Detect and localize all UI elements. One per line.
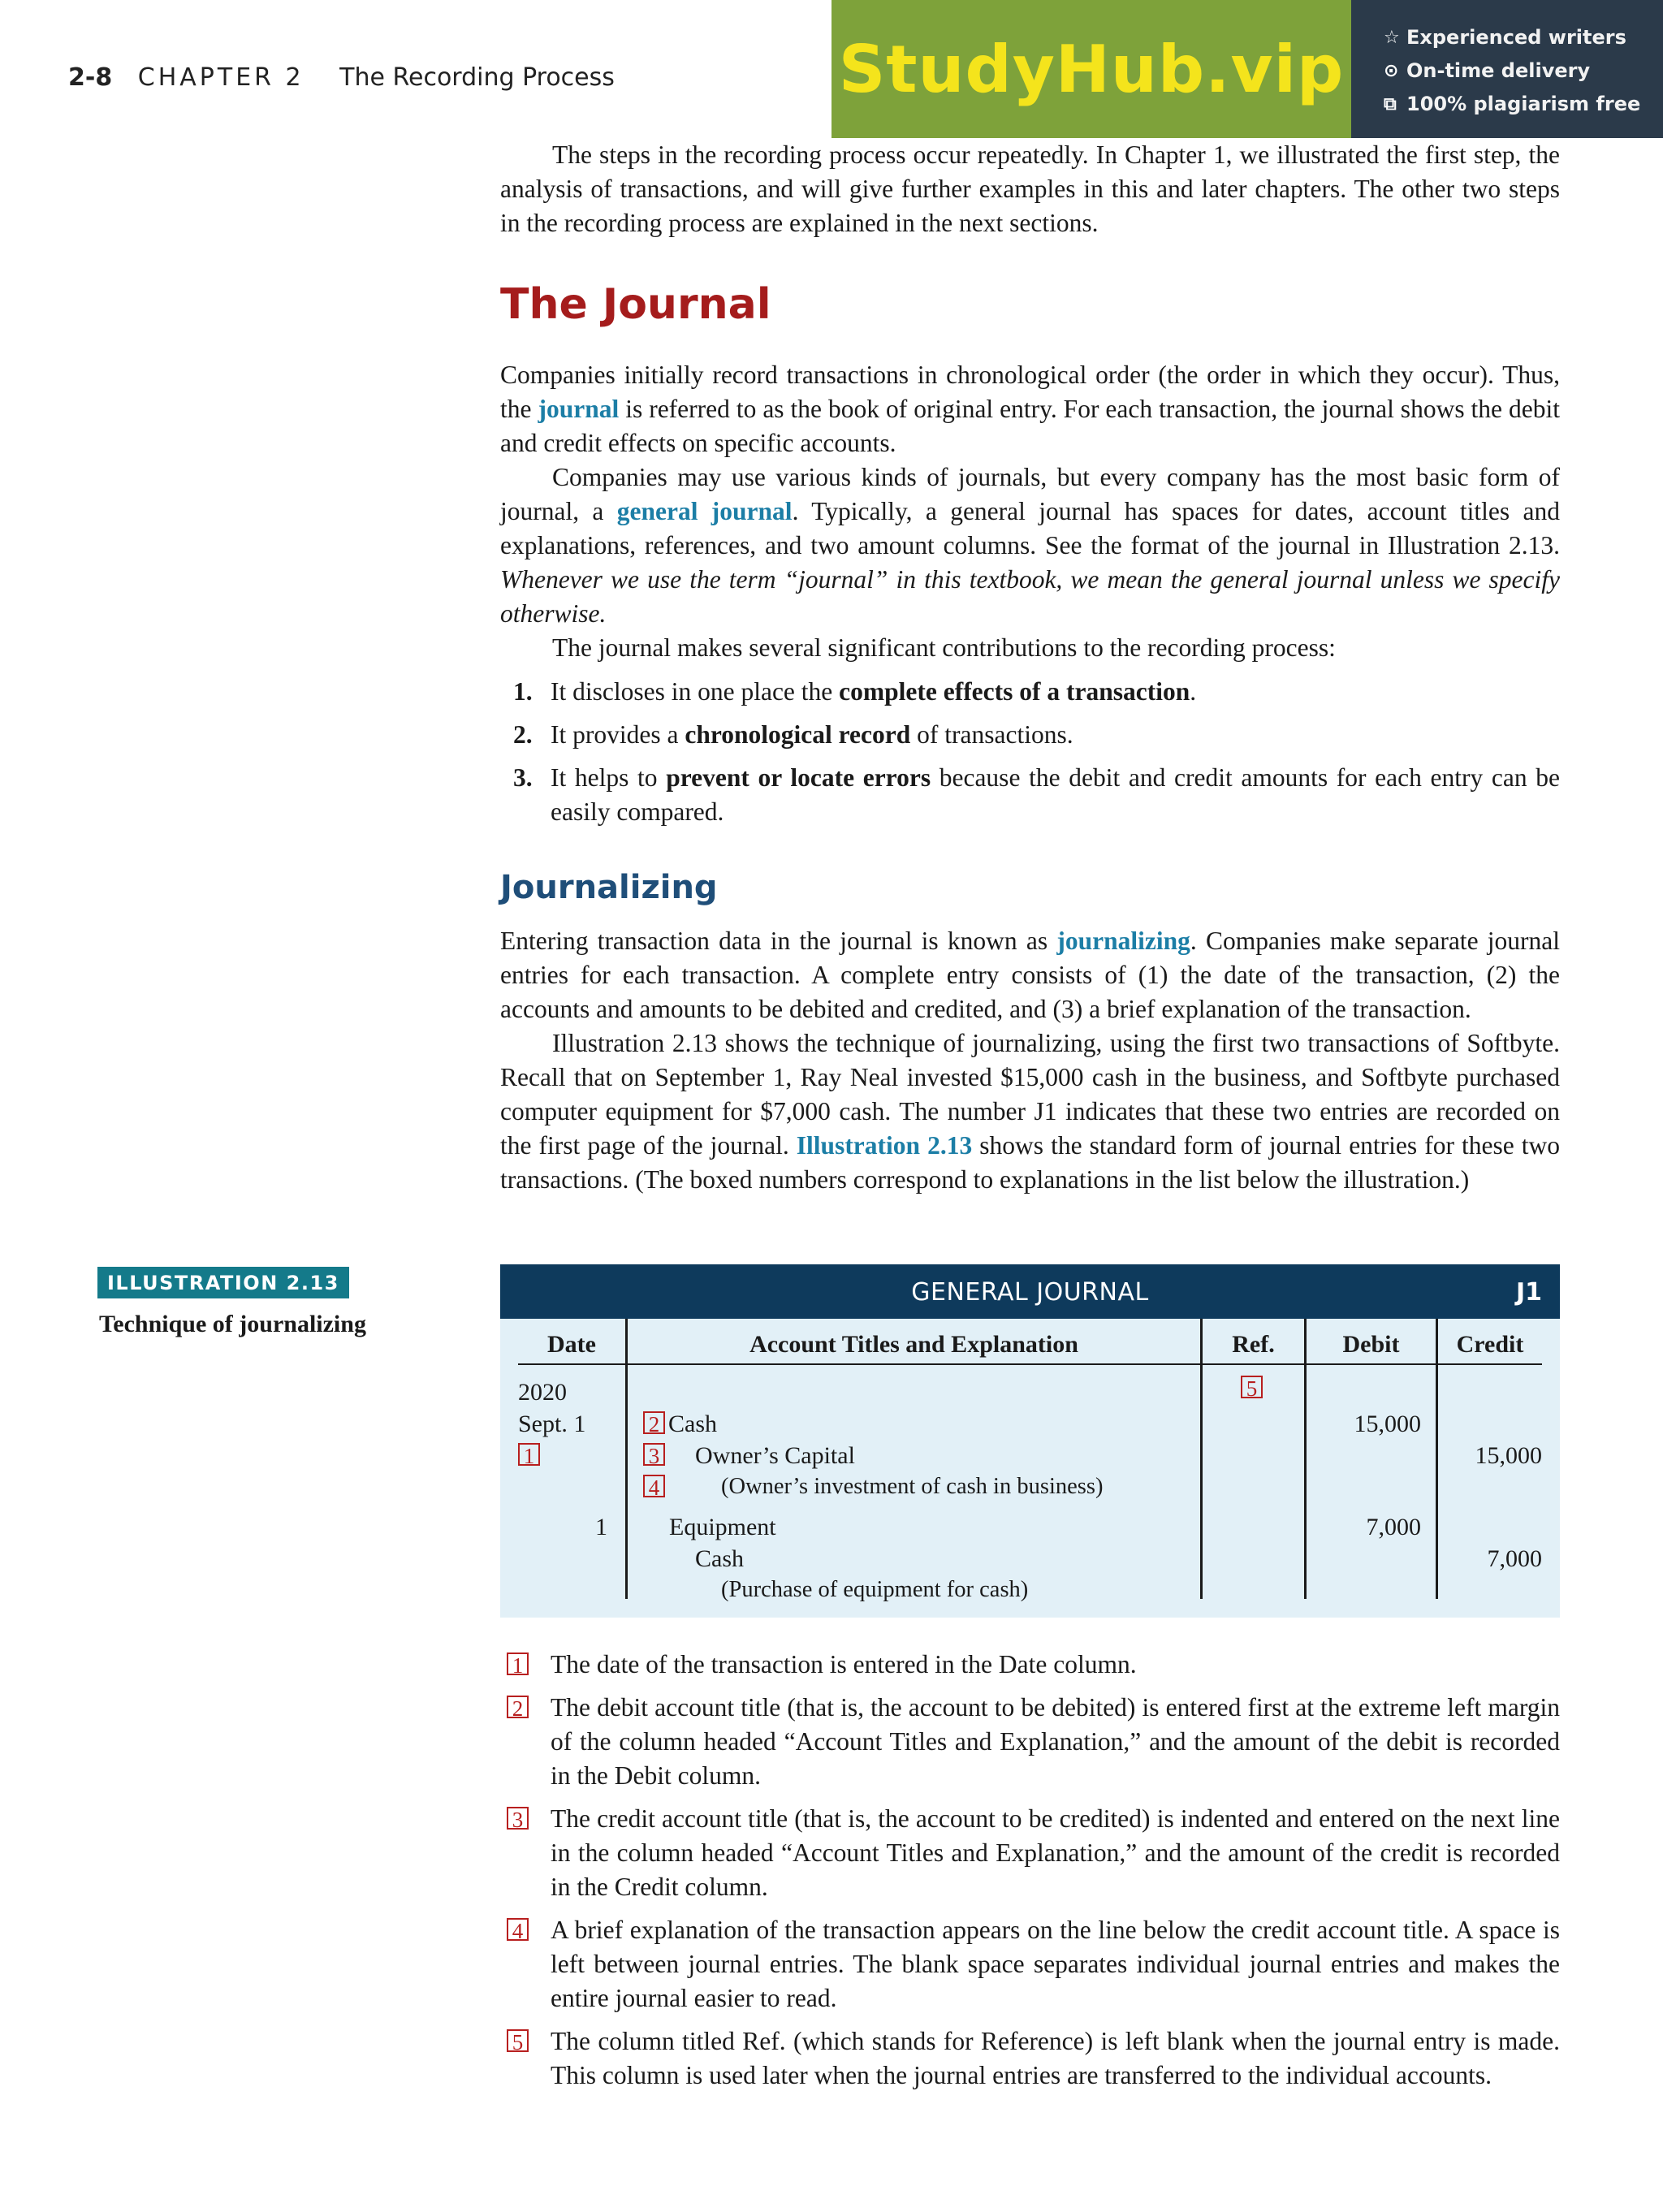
intro-section: [500, 138, 1560, 240]
copy-icon: ⧉: [1384, 94, 1397, 114]
callout-box-4: 4: [643, 1475, 665, 1497]
debit-amount: 15,000: [1354, 1411, 1421, 1437]
column-divider: [1304, 1319, 1307, 1599]
term-journalizing: journalizing: [1056, 927, 1190, 955]
credit-account: Owner’s Capital: [695, 1442, 855, 1469]
column-header-credit: Credit: [1456, 1331, 1524, 1358]
journalizing-paragraph-1: Entering transaction data in the journal is known as journalizing. Companies make separate journal entries for each transaction. A complete entry consists of (1) the date of the transaction, (2) the accounts and amounts to be debited and credited, and (3) a brief explanation of the transaction.: [500, 927, 1560, 1023]
ref-box: [1241, 1375, 1263, 1402]
debit-account: Cash: [668, 1411, 717, 1437]
journalizing-paragraph-2: Illustration 2.13 shows the technique of journalizing, using the first two transactions of Softbyte. Recall that on September 1, Ray Neal invested $15,000 cash in the business, and Softbyte purchased computer equipment for $7,000 cash. The number J1 indicates that these two entries are recorded on the first page of the journal. Illustration 2.13 shows the standard form of journal entries for these two transactions. (The boxed numbers correspond to explanations in the list below the illustration.): [500, 1029, 1560, 1194]
callout-box-3: 3: [643, 1443, 665, 1466]
entry-date: 1: [595, 1514, 607, 1540]
column-header-date: Date: [547, 1331, 596, 1358]
column-header-account: Account Titles and Explanation: [749, 1331, 1078, 1358]
illustration-caption: Technique of journalizing: [99, 1311, 366, 1337]
journal-paragraph-2: Companies may use various kinds of journals, but every company has the most basic form of journal, a general journal. Typically, a general journal has spaces for dates, account titles and explanations, references, and two amount columns. See the format of the journal in Illustration 2.13. Whenever we use the term “journal” in this textbook, we mean the general journal unless we specify otherwise.: [500, 463, 1560, 628]
list-item: 3 The credit account title (that is, the account to be credited) is indented and entered on the next line in the column headed “Account Titles and Explanation,” and the amount of the credit is recorded in the Credit column.: [500, 1802, 1560, 1904]
star-icon: ☆: [1384, 28, 1400, 48]
banner-features: [1351, 0, 1663, 138]
callout-box-2: 2: [643, 1411, 665, 1434]
banner-feature-text: 100% plagiarism free: [1406, 93, 1641, 115]
credit-amount: 7,000: [1487, 1545, 1542, 1572]
entry-date: Sept. 1: [518, 1411, 586, 1437]
list-item: 2. It provides a chronological record of transactions.: [513, 720, 1073, 749]
banner-feature-text: Experienced writers: [1406, 26, 1626, 49]
debit-account: Equipment: [669, 1514, 776, 1540]
section-heading-journal: The Journal: [500, 280, 771, 329]
contributions-list: [500, 675, 1560, 829]
list-item: 3. It helps to prevent or locate errors because the debit and credit amounts for each entry can be easily compared.: [513, 763, 1560, 826]
column-header-debit: Debit: [1342, 1331, 1400, 1358]
column-divider: [625, 1319, 628, 1599]
chapter-title: The Recording Process: [339, 63, 615, 92]
credit-callout: [643, 1442, 665, 1470]
column-header-ref: Ref.: [1232, 1331, 1275, 1358]
banner-feature: [1384, 21, 1663, 54]
general-journal: [500, 1264, 1560, 1618]
column-divider: [1200, 1319, 1203, 1599]
journal-paragraph-3: The journal makes several significant contributions to the recording process:: [552, 633, 1336, 662]
callout-box-4: 4: [507, 1918, 529, 1941]
callout-box-5: 5: [1241, 1376, 1263, 1398]
banner-feature: [1384, 54, 1663, 88]
illustration-tag: ILLUSTRATION 2.13: [97, 1267, 349, 1298]
journal-year: 2020: [518, 1379, 567, 1406]
credit-account: Cash: [695, 1545, 744, 1572]
debit-account-row: [643, 1411, 717, 1438]
credit-amount: 15,000: [1475, 1442, 1542, 1469]
date-callout: [518, 1442, 540, 1470]
entry-explanation: (Owner’s investment of cash in business): [721, 1474, 1104, 1499]
callout-explanations: [500, 1648, 1560, 2102]
intro-paragraph: The steps in the recording process occur repeatedly. In Chapter 1, we illustrated the first step, the analysis of transactions, and will give further examples in this and later chapters. The other two steps in the recording process are explained in the next sections.: [500, 140, 1560, 237]
journalizing-section: [500, 869, 1560, 1197]
page-number: 2-8: [68, 63, 113, 92]
studyhub-logo[interactable]: StudyHub.vip: [838, 31, 1345, 107]
section-heading-journalizing: Journalizing: [500, 869, 718, 906]
list-item: 2 The debit account title (that is, the account to be debited) is entered first at the extreme left margin of the column headed “Account Titles and Explanation,” and the amount of the debit is recorded in the Debit column.: [500, 1691, 1560, 1793]
explanation-callout: [643, 1474, 665, 1501]
journal-section: [500, 280, 1560, 838]
header-rule: [518, 1363, 1542, 1365]
journal-title: GENERAL JOURNAL: [911, 1278, 1149, 1307]
journal-header-bar: [500, 1264, 1560, 1319]
callout-box-5: 5: [507, 2029, 529, 2052]
list-item: 1 The date of the transaction is entered in the Date column.: [500, 1648, 1560, 1682]
studyhub-banner[interactable]: [832, 0, 1663, 138]
banner-logo-area[interactable]: [832, 0, 1351, 138]
list-item: 4 A brief explanation of the transaction appears on the line below the credit account title. A space is left between journal entries. The blank space separates individual journal entries and makes the entire journal easier to read.: [500, 1913, 1560, 2015]
banner-feature: [1384, 88, 1663, 121]
callout-box-2: 2: [507, 1696, 529, 1718]
list-item: 1. It discloses in one place the complete effects of a transaction.: [513, 677, 1197, 706]
callout-box-1: 1: [507, 1653, 529, 1675]
journal-page-number: J1: [1515, 1278, 1542, 1307]
list-item: 5 The column titled Ref. (which stands for Reference) is left blank when the journal entry is made. This column is used later when the journal entries are transferred to the individual accounts.: [500, 2024, 1560, 2093]
journal-paragraph-1: Companies initially record transactions in chronological order (the order in which they occur). Thus, the journal is referred to as the book of original entry. For each transaction, the journal shows the debit and credit effects on specific accounts.: [500, 361, 1560, 457]
term-general-journal: general journal: [616, 497, 793, 525]
term-journal: journal: [538, 395, 620, 423]
running-header: [68, 63, 615, 92]
clock-icon: ⊙: [1384, 61, 1399, 81]
callout-box-3: 3: [507, 1807, 529, 1830]
illustration-link[interactable]: Illustration 2.13: [796, 1131, 973, 1160]
banner-feature-text: On-time delivery: [1406, 59, 1591, 82]
chapter-label: CHAPTER 2: [137, 63, 305, 92]
entry-explanation: (Purchase of equipment for cash): [721, 1577, 1029, 1602]
callout-box-1: 1: [518, 1443, 540, 1466]
debit-amount: 7,000: [1366, 1514, 1421, 1540]
